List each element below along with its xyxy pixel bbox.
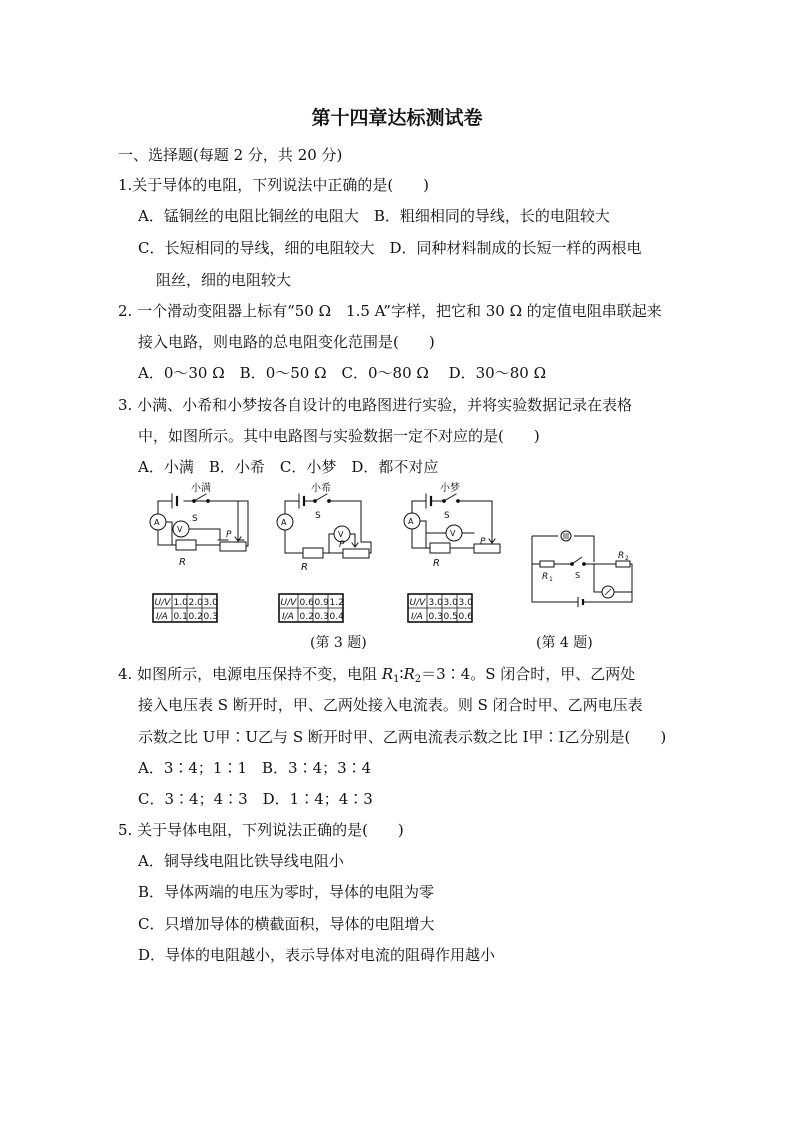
svg-text:U/V: U/V [409,598,426,608]
q4-stem: 4. 如图所示，电源电压保持不变，电阻 $R_1∶R_2=3∶4$。S 闭合时，甲、乙两处 [118,665,636,685]
svg-text:R: R [542,572,549,582]
svg-text:0.6: 0.6 [458,612,473,622]
rheostat-icon [474,544,500,553]
q5-option-a: A．铜导线电阻比铁导线电阻小 [138,852,344,870]
svg-text:A: A [154,518,160,527]
table-xiaoman [153,594,218,622]
svg-text:1.0: 1.0 [173,598,188,608]
resistor-icon [430,543,450,553]
section-heading: 一、选择题(每题 2 分，共 20 分) [118,146,343,164]
slider-arrow-icon [352,534,358,547]
svg-text:3.0: 3.0 [458,598,473,608]
circuit-xiaoman-label: 小满 [191,483,211,494]
resistor-icon [303,548,323,558]
q3-stem: 3. 小满、小希和小梦按各自设计的电路图进行实验，并将实验数据记录在表格 [118,396,633,414]
svg-text:0.3: 0.3 [428,612,443,622]
svg-text:P: P [480,537,486,547]
svg-text:S: S [315,511,321,521]
q3-circuit-figures [148,480,528,625]
svg-text:P: P [339,540,345,550]
svg-text:I/A: I/A [411,612,423,622]
svg-text:V: V [338,530,344,539]
svg-text:R: R [618,551,625,561]
svg-text:S: S [575,571,581,580]
svg-text:3.0: 3.0 [203,598,218,608]
q5-option-c: C．只增加导体的横截面积，导体的电阻增大 [138,915,435,933]
table-xiaoxi [279,594,344,622]
rheostat-icon [220,542,246,551]
svg-text:I/A: I/A [282,612,294,622]
resistor-icon [176,540,196,550]
q5-option-b: B．导体两端的电压为零时，导体的电阻为零 [138,883,435,901]
svg-text:0.5: 0.5 [443,612,458,622]
q3-stem-cont: 中，如图所示。其中电路图与实验数据一定不对应的是( ) [138,427,540,445]
svg-text:3.0: 3.0 [443,598,458,608]
q4-options-ab: A．3∶4；1∶1 B．3∶4；3∶4 [138,759,372,777]
svg-text:I/A: I/A [156,612,168,622]
svg-text:3.0: 3.0 [428,598,443,608]
svg-text:0.3: 0.3 [203,612,218,622]
svg-text:P: P [226,530,232,540]
q1-options-cd-cont: 阻丝，细的电阻较大 [156,271,292,289]
svg-text:A: A [408,517,414,526]
switch-lever [194,494,206,501]
slider-arrow-icon [489,532,495,543]
q1-options-cd: C．长短相同的导线，细的电阻较大 D．同种材料制成的长短一样的两根电 [138,239,642,257]
svg-text:1: 1 [549,576,553,583]
q3-options: A．小满 B．小希 C．小梦 D．都不对应 [138,458,439,476]
svg-text:0.9: 0.9 [314,598,329,608]
svg-text:V: V [177,525,183,534]
svg-text:R: R [179,557,186,568]
svg-text:V: V [450,529,456,538]
svg-text:U/V: U/V [280,598,297,608]
svg-text:S: S [444,511,450,521]
page-title: 第十四章达标测试卷 [311,107,483,129]
q4-stem-cont2: 示数之比 U甲∶U乙与 S 断开时甲、乙两电流表示数之比 I甲∶I乙分别是( ) [138,728,667,746]
q1-options-ab: A．锰铜丝的电阻比铜丝的电阻大 B．粗细相同的导线，长的电阻较大 [138,207,610,225]
svg-text:2: 2 [625,555,629,562]
svg-text:A: A [281,518,287,527]
q4-circuit-figure [528,528,640,612]
svg-text:0.1: 0.1 [173,612,188,622]
circuit-xiaomeng [404,481,500,569]
table-xiaomeng [408,594,473,622]
figure-3-caption: (第 3 题) [310,635,367,651]
svg-text:0.6: 0.6 [299,598,314,608]
circuit-xiaomeng-label: 小梦 [440,483,460,494]
q1-stem: 1.关于导体的电阻，下列说法中正确的是( ) [118,176,430,194]
svg-text:1.2: 1.2 [329,598,344,608]
q2-options: A．0～30 Ω B．0～50 Ω C．0～80 Ω D．30～80 Ω [138,364,547,382]
svg-text:S: S [192,514,198,524]
figure-4-caption: (第 4 题) [536,635,593,651]
rheostat-icon [343,549,369,558]
svg-text:0.2: 0.2 [299,612,314,622]
q5-stem: 5. 关于导体电阻，下列说法正确的是( ) [118,821,404,839]
q4-stem-cont: 接入电压表 S 断开时，甲、乙两处接入电流表。则 S 闭合时甲、乙两电压表 [138,696,643,714]
svg-text:0.2: 0.2 [188,612,203,622]
svg-text:0.4: 0.4 [329,612,344,622]
q5-option-d: D．导体的电阻越小，表示导体对电流的阻碍作用越小 [138,946,496,964]
svg-text:U/V: U/V [154,598,171,608]
svg-text:0.3: 0.3 [314,612,329,622]
q4-options-cd: C．3∶4；4∶3 D．1∶4；4∶3 [138,790,373,808]
circuit-xiaoxi-label: 小希 [311,483,331,494]
q2-stem: 2. 一个滑动变阻器上标有“50 Ω 1.5 A”字样，把它和 30 Ω 的定值电阻串联起来 [118,302,662,320]
circuit-xiaoxi [277,481,371,573]
circuit-xiaoman [150,481,248,568]
svg-text:R: R [433,558,440,569]
resistor-r1-icon [540,561,554,567]
q2-stem-cont: 接入电路，则电路的总电阻变化范围是( ) [138,333,435,351]
svg-text:2.0: 2.0 [188,598,203,608]
svg-text:R: R [301,562,308,573]
